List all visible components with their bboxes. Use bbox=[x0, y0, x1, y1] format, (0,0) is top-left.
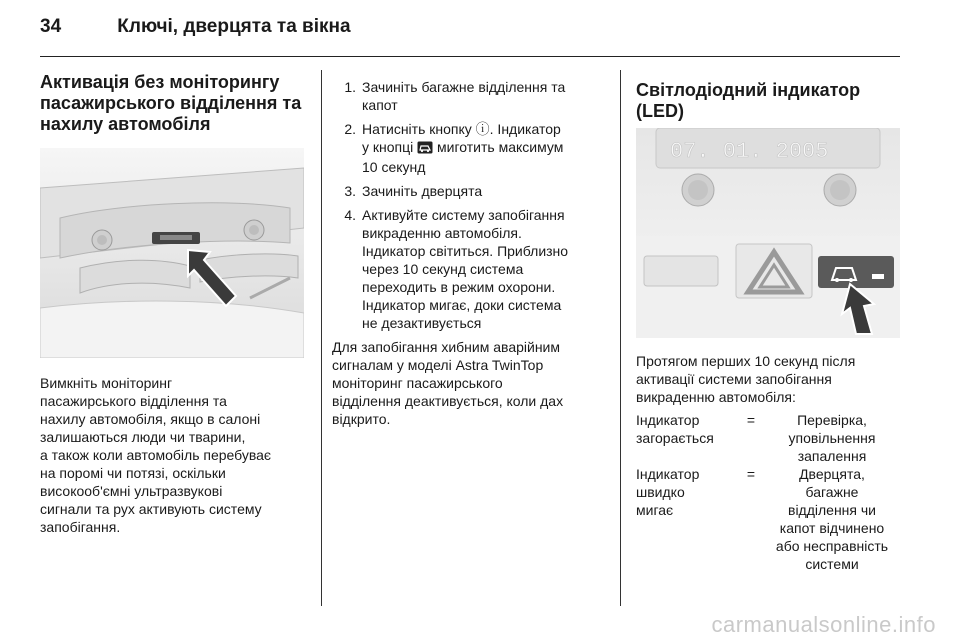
title-line: Світлодіодний індикатор bbox=[636, 80, 861, 100]
middle-instructions bbox=[332, 78, 616, 428]
step-line: Індикатор світиться. Приблизно bbox=[362, 243, 569, 259]
text-line: пасажирського відділення та bbox=[40, 393, 227, 409]
legend-term: загорається bbox=[636, 430, 714, 446]
text-line: нахилу автомобіля, якщо в салоні bbox=[40, 411, 261, 427]
car-button-icon bbox=[818, 256, 894, 288]
text-line: активації системи запобігання bbox=[636, 371, 832, 387]
column-divider-left bbox=[321, 70, 322, 606]
legend-definition: уповільнення bbox=[788, 430, 876, 446]
step-item bbox=[332, 206, 616, 332]
step-item bbox=[332, 182, 616, 200]
legend-equals: = bbox=[746, 466, 756, 482]
step-line: Зачиніть дверцята bbox=[362, 183, 483, 199]
text-line: залишаються люди чи тварини, bbox=[40, 429, 246, 445]
text-line: Протягом перших 10 секунд після bbox=[636, 353, 856, 369]
step-line: Зачиніть багажне відділення та bbox=[362, 79, 566, 95]
legend-definition: відділення чи bbox=[788, 502, 876, 518]
page-number: 34 bbox=[40, 16, 62, 37]
legend-equals: = bbox=[746, 412, 756, 428]
legend-term: Індикатор bbox=[636, 412, 700, 428]
clock-display: 07. 01. 2005 bbox=[670, 139, 829, 164]
text-line: запобігання. bbox=[40, 519, 121, 535]
legend-row bbox=[636, 465, 900, 573]
watermark: carmanualsonline.info bbox=[711, 612, 936, 637]
step-text: . Індикатор bbox=[489, 121, 561, 137]
text-line: сигнали та рух активують систему bbox=[40, 501, 262, 517]
text-line: викраденню автомобіля: bbox=[636, 389, 796, 405]
title-line: Активація без моніторингу bbox=[40, 72, 280, 92]
legend-definition: Дверцята, bbox=[799, 466, 865, 482]
step-number: 4. bbox=[344, 207, 356, 223]
step-text: миготить максимум bbox=[433, 139, 564, 155]
step-number: 3. bbox=[344, 183, 356, 199]
legend-definition: Перевірка, bbox=[797, 412, 867, 428]
info-circle-icon: ⓘ bbox=[475, 121, 490, 137]
legend-definition: або несправність bbox=[775, 538, 889, 554]
step-text: у кнопці bbox=[362, 139, 418, 155]
led-indicator-illustration bbox=[636, 128, 900, 338]
interior-console-drawing bbox=[40, 148, 304, 358]
header-divider bbox=[40, 56, 900, 57]
step-number: 2. bbox=[344, 121, 356, 137]
legend-term: Індикатор bbox=[636, 466, 700, 482]
step-line: Індикатор мигає, доки система bbox=[362, 297, 562, 313]
text-line: а також коли автомобіль перебуває bbox=[40, 447, 272, 463]
right-section-title bbox=[636, 80, 906, 122]
step-number: 1. bbox=[344, 79, 356, 95]
text-line: високооб'ємні ультразвукові bbox=[40, 483, 223, 499]
text-line: відкрито. bbox=[332, 411, 391, 427]
car-button-icon bbox=[417, 140, 433, 158]
legend-term: швидко bbox=[636, 484, 685, 500]
right-body-text bbox=[636, 352, 906, 406]
page-header bbox=[40, 16, 351, 46]
text-line: моніторинг пасажирського bbox=[332, 375, 503, 391]
twintop-note bbox=[332, 338, 616, 428]
title-line: (LED) bbox=[636, 101, 684, 121]
hazard-triangle-icon bbox=[736, 244, 812, 298]
interior-monitoring-illustration bbox=[40, 148, 304, 358]
legend-definition: системи bbox=[805, 556, 859, 572]
step-item bbox=[332, 120, 616, 176]
step-line: капот bbox=[362, 97, 398, 113]
page-header-title: Ключі, дверцята та вікна bbox=[117, 16, 351, 37]
left-body-text bbox=[40, 374, 318, 536]
led-legend bbox=[636, 411, 900, 573]
title-line: нахилу автомобіля bbox=[40, 114, 211, 134]
legend-term: мигає bbox=[636, 502, 674, 518]
legend-definition: багажне bbox=[805, 484, 859, 500]
text-line: сигналам у моделі Astra TwinTop bbox=[332, 357, 544, 373]
step-line: переходить в режим охорони. bbox=[362, 279, 556, 295]
step-line: Активуйте систему запобігання bbox=[362, 207, 565, 223]
step-text: Натисніть кнопку bbox=[362, 121, 476, 137]
column-divider-right bbox=[620, 70, 621, 606]
legend-definition: капот відчинено bbox=[779, 520, 885, 536]
left-section-title bbox=[40, 72, 315, 135]
step-line: через 10 секунд система bbox=[362, 261, 524, 277]
step-line: викраденню автомобіля. bbox=[362, 225, 522, 241]
step-line: 10 секунд bbox=[362, 159, 426, 175]
legend-row bbox=[636, 411, 900, 465]
text-line: Для запобігання хибним аварійним bbox=[332, 339, 560, 355]
legend-definition: запалення bbox=[797, 448, 867, 464]
text-line: Вимкніть моніторинг bbox=[40, 375, 173, 391]
step-item bbox=[332, 78, 616, 114]
text-line: відділення деактивується, коли дах bbox=[332, 393, 564, 409]
title-line: пасажирського відділення та bbox=[40, 93, 302, 113]
step-line: не дезактивується bbox=[362, 315, 482, 331]
text-line: на поромі чи потязі, оскільки bbox=[40, 465, 226, 481]
